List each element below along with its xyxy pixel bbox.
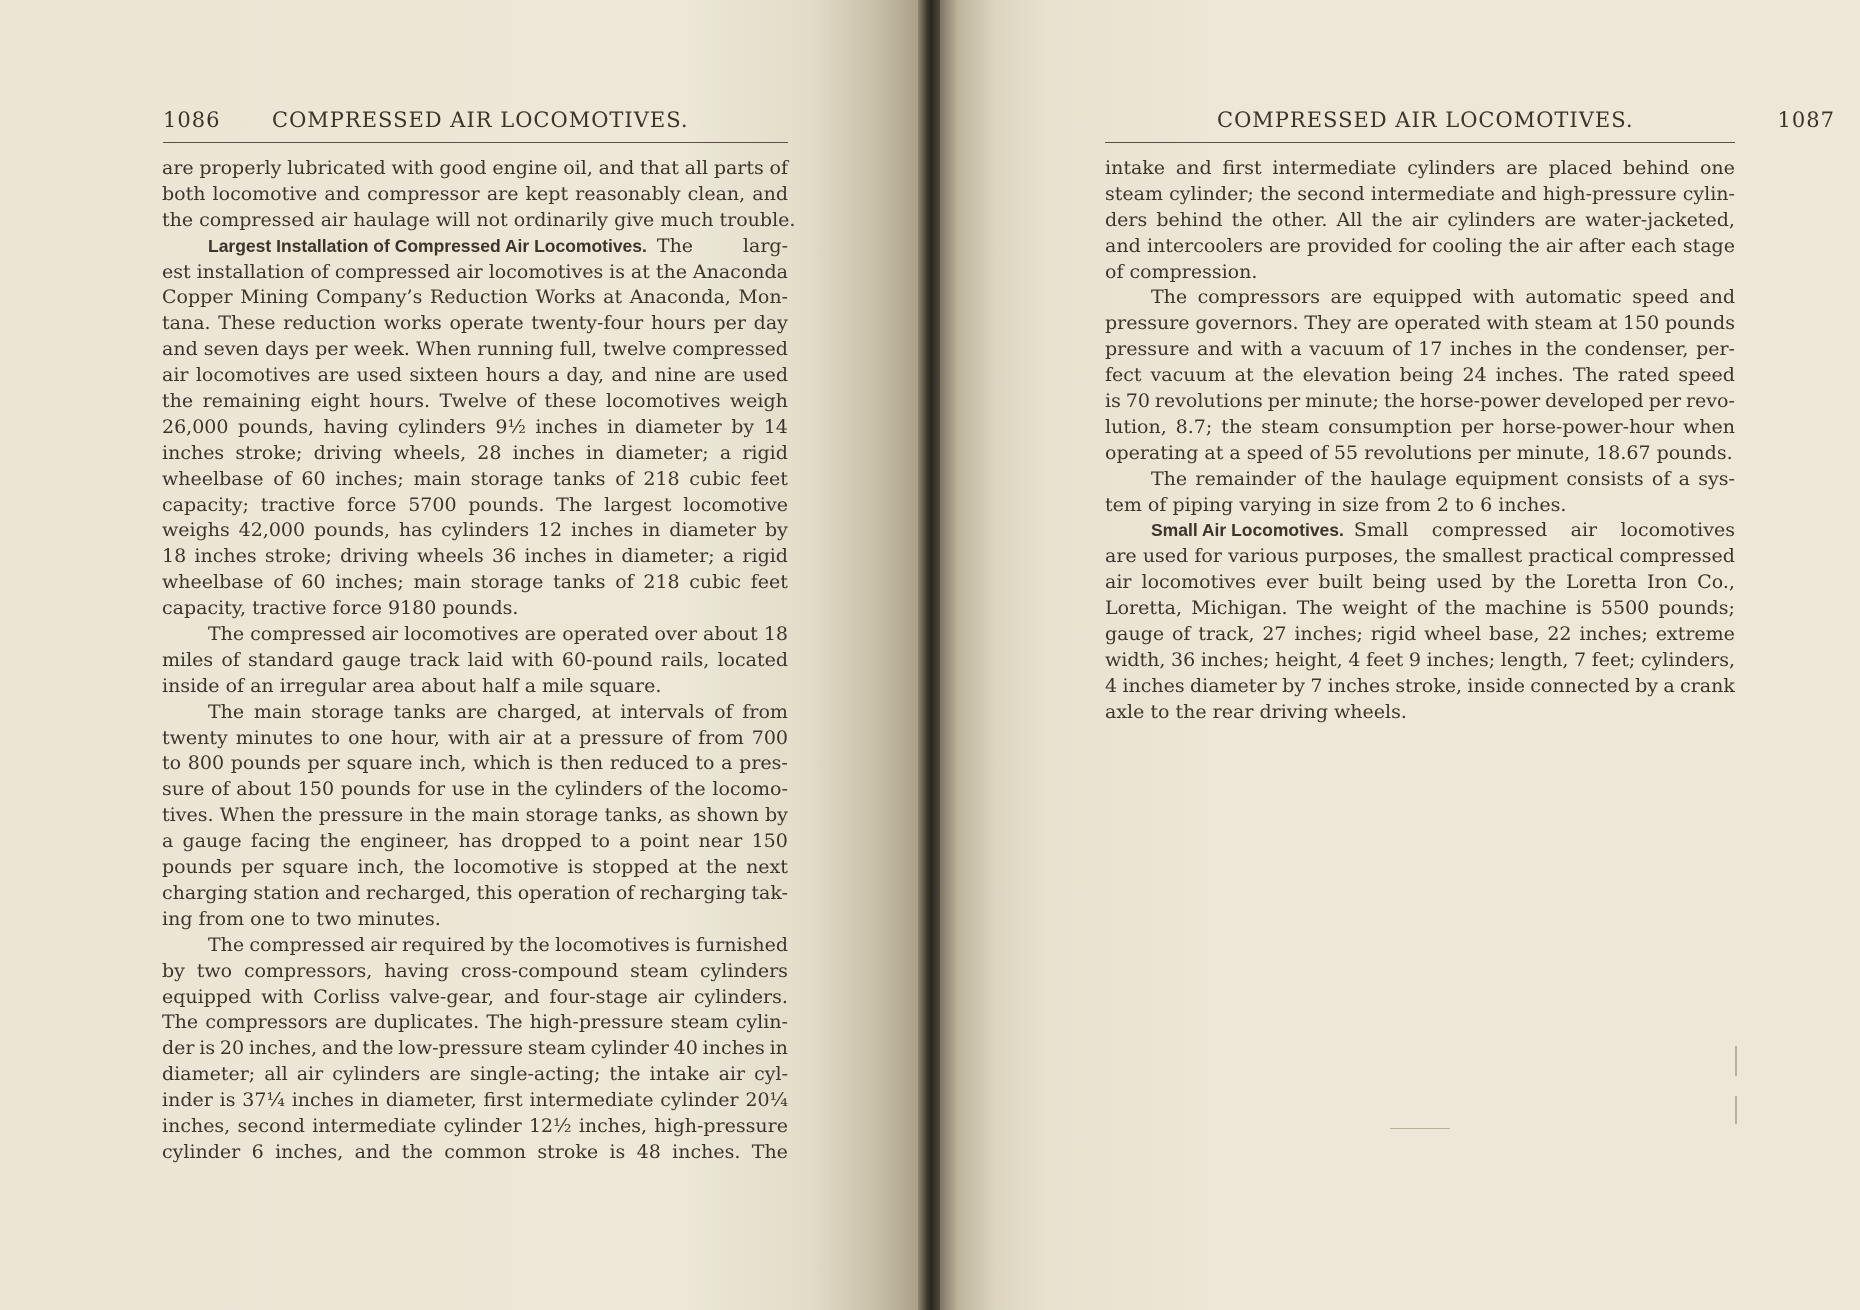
line-text: pounds per square inch, the locomotive is stopped at the next [162, 856, 788, 879]
line-text: 4 inches diameter by 7 inches stroke, inside connected by a crank [1105, 674, 1735, 697]
line-text: The compressed air required by the locomotives is furnished [208, 933, 788, 956]
text-line [162, 285, 788, 311]
text-line [1105, 622, 1735, 648]
text-line [162, 959, 788, 985]
text-line [162, 1114, 788, 1140]
text-line [162, 674, 788, 700]
line-text: 18 inches stroke; driving wheels 36 inches in diameter; a rigid [162, 545, 788, 568]
text-line [162, 544, 788, 570]
line-text: operating at a speed of 55 revolutions per minute, 18.67 pounds. [1105, 441, 1733, 464]
left-header-rule [163, 142, 788, 143]
line-text: air locomotives ever built being used by the Loretta Iron Co., [1105, 571, 1735, 594]
text-line [162, 622, 788, 648]
right-running-head: COMPRESSED AIR LOCOMOTIVES. [1217, 108, 1634, 132]
faint-dash [1390, 1128, 1450, 1129]
left-page [0, 0, 920, 1310]
text-line [1105, 518, 1735, 544]
line-text: The remainder of the haulage equipment consists of a sys- [1151, 467, 1735, 490]
text-line [162, 570, 788, 596]
text-line [1105, 311, 1735, 337]
line-text: The compressors are equipped with automatic speed and [1151, 286, 1735, 309]
line-text: intake and first intermediate cylinders are placed behind one [1105, 157, 1735, 179]
line-text: 26,000 pounds, having cylinders 9½ inches in diameter by 14 [162, 415, 788, 438]
line-text: sure of about 150 pounds for use in the cylinders of the locomo- [162, 778, 788, 801]
text-line [162, 260, 788, 286]
line-text: pressure and with a vacuum of 17 inches in the condenser, per- [1105, 338, 1735, 361]
left-page-number: 1086 [163, 108, 221, 132]
section-heading: Small Air Locomotives. [1151, 520, 1344, 541]
text-line [1105, 570, 1735, 596]
line-text: by two compressors, having cross-compound steam cylinders [162, 959, 788, 982]
line-text: inches, second intermediate cylinder 12½ inches, high-pressure [162, 1114, 788, 1137]
text-line [162, 881, 788, 907]
line-text: tem of piping varying in size from 2 to 6 inches. [1105, 493, 1567, 516]
line-text: tives. When the pressure in the main storage tanks, as shown by [162, 804, 788, 827]
line-text: ing from one to two minutes. [162, 907, 441, 930]
line-text: a gauge facing the engineer, has dropped to a point near 150 [162, 830, 788, 853]
line-text: is 70 revolutions per minute; the horse-power developed per revo- [1105, 390, 1735, 413]
right-page [940, 0, 1860, 1310]
right-page-header [1217, 108, 1835, 136]
line-text: are used for various purposes, the smallest practical compressed [1105, 545, 1735, 568]
line-text: and seven days per week. When running full, twelve compressed [162, 338, 788, 361]
text-line [162, 518, 788, 544]
text-line [1105, 208, 1735, 234]
text-line [162, 234, 788, 260]
text-line [162, 803, 788, 829]
line-text: width, 36 inches; height, 4 feet 9 inches; length, 7 feet; cylinders, [1105, 648, 1735, 671]
text-line [1105, 260, 1735, 286]
text-line [162, 311, 788, 337]
text-line [162, 933, 788, 959]
text-line [162, 337, 788, 363]
text-line [162, 363, 788, 389]
line-text: capacity, tractive force 9180 pounds. [162, 597, 519, 620]
text-line [162, 777, 788, 803]
line-text: lution, 8.7; the steam consumption per horse-power-hour when [1105, 415, 1735, 438]
line-text: The larg- [656, 234, 788, 257]
line-text: The compressed air locomotives are operated over about 18 [208, 623, 788, 646]
line-text: the remaining eight hours. Twelve of these locomotives weigh [162, 390, 788, 413]
right-header-rule [1105, 142, 1735, 143]
text-line [162, 441, 788, 467]
line-text: inches stroke; driving wheels, 28 inches in diameter; a rigid [162, 441, 788, 464]
line-text: The main storage tanks are charged, at intervals of from [208, 700, 788, 723]
line-text: inder is 37¼ inches in diameter, first intermediate cylinder 20¼ [162, 1089, 788, 1112]
line-text: inside of an irregular area about half a mile square. [162, 674, 662, 697]
text-line [162, 1088, 788, 1114]
line-text: weighs 42,000 pounds, has cylinders 12 inches in diameter by [162, 519, 788, 542]
text-line [1105, 544, 1735, 570]
line-text: diameter; all air cylinders are single-acting; the intake air cyl- [162, 1063, 788, 1086]
text-line [1105, 337, 1735, 363]
line-text: the compressed air haulage will not ordinarily give much trouble. [162, 208, 796, 231]
text-line [162, 389, 788, 415]
book-gutter [918, 0, 942, 1310]
line-text: twenty minutes to one hour, with air at a pressure of from 700 [162, 726, 788, 749]
text-line [162, 1140, 788, 1166]
line-text: and intercoolers are provided for cooling the air after each stage [1105, 234, 1735, 257]
line-text: miles of standard gauge track laid with 60-pound rails, located [162, 648, 788, 671]
line-text: steam cylinder; the second intermediate and high-pressure cylin- [1105, 182, 1735, 205]
text-line [1105, 493, 1735, 519]
text-line [1105, 700, 1735, 726]
line-text: Loretta, Michigan. The weight of the machine is 5500 pounds; [1105, 597, 1735, 620]
right-page-body [1105, 156, 1735, 726]
line-text: Copper Mining Company’s Reduction Works at Anaconda, Mon- [162, 286, 788, 309]
text-line [1105, 674, 1735, 700]
text-line [1105, 363, 1735, 389]
text-line [1105, 596, 1735, 622]
text-line [162, 648, 788, 674]
line-text: cylinder 6 inches, and the common stroke is 48 inches. The [162, 1140, 788, 1163]
line-text: axle to the rear driving wheels. [1105, 700, 1407, 723]
line-text: of compression. [1105, 260, 1258, 283]
line-text: The compressors are duplicates. The high-pressure steam cylin- [162, 1011, 788, 1034]
text-line [1105, 441, 1735, 467]
text-line [1105, 415, 1735, 441]
text-line [162, 1010, 788, 1036]
text-line [1105, 182, 1735, 208]
line-text: wheelbase of 60 inches; main storage tanks of 218 cubic feet [162, 467, 788, 490]
edge-mark [1735, 1046, 1737, 1076]
text-line [162, 700, 788, 726]
right-page-number: 1087 [1777, 108, 1835, 132]
line-text: both locomotive and compressor are kept reasonably clean, and [162, 182, 788, 205]
text-line [162, 751, 788, 777]
text-line [162, 415, 788, 441]
left-page-header [163, 108, 788, 136]
left-running-head: COMPRESSED AIR LOCOMOTIVES. [272, 108, 689, 132]
text-line [162, 467, 788, 493]
left-page-body [162, 156, 796, 1166]
edge-mark [1735, 1096, 1737, 1124]
text-line [162, 855, 788, 881]
text-line [162, 985, 788, 1011]
line-text: tana. These reduction works operate twenty-four hours per day [162, 312, 788, 335]
text-line [1105, 285, 1735, 311]
text-line [162, 596, 788, 622]
text-line [1105, 389, 1735, 415]
line-text: charging station and recharged, this operation of recharging tak- [162, 881, 788, 904]
text-line [162, 182, 788, 208]
text-line [162, 1036, 788, 1062]
line-text: der is 20 inches, and the low-pressure steam cylinder 40 inches in [162, 1037, 788, 1060]
line-text: wheelbase of 60 inches; main storage tanks of 218 cubic feet [162, 571, 788, 594]
text-line [1105, 648, 1735, 674]
text-line [162, 829, 788, 855]
text-line [1105, 467, 1735, 493]
section-heading: Largest Installation of Compressed Air Locomotives. [208, 235, 647, 256]
text-line [162, 208, 796, 234]
line-text: pressure governors. They are operated with steam at 150 pounds [1105, 312, 1735, 335]
text-line [162, 726, 788, 752]
text-line [1105, 156, 1735, 182]
line-text: Small compressed air locomotives [1353, 519, 1735, 542]
line-text: ders behind the other. All the air cylinders are water-jacketed, [1105, 208, 1735, 231]
text-line [162, 493, 788, 519]
line-text: air locomotives are used sixteen hours a day, and nine are used [162, 364, 788, 387]
text-line [162, 907, 788, 933]
text-line [162, 1062, 788, 1088]
line-text: est installation of compressed air locomotives is at the Anaconda [162, 260, 788, 283]
line-text: gauge of track, 27 inches; rigid wheel base, 22 inches; extreme [1105, 623, 1735, 646]
text-line [162, 156, 788, 182]
line-text: are properly lubricated with good engine oil, and that all parts of [162, 157, 788, 179]
line-text: fect vacuum at the elevation being 24 inches. The rated speed [1105, 364, 1735, 387]
text-line [1105, 234, 1735, 260]
line-text: equipped with Corliss valve-gear, and four-stage air cylinders. [162, 985, 788, 1008]
line-text: capacity; tractive force 5700 pounds. The largest locomotive [162, 493, 788, 516]
line-text: to 800 pounds per square inch, which is then reduced to a pres- [162, 752, 788, 775]
